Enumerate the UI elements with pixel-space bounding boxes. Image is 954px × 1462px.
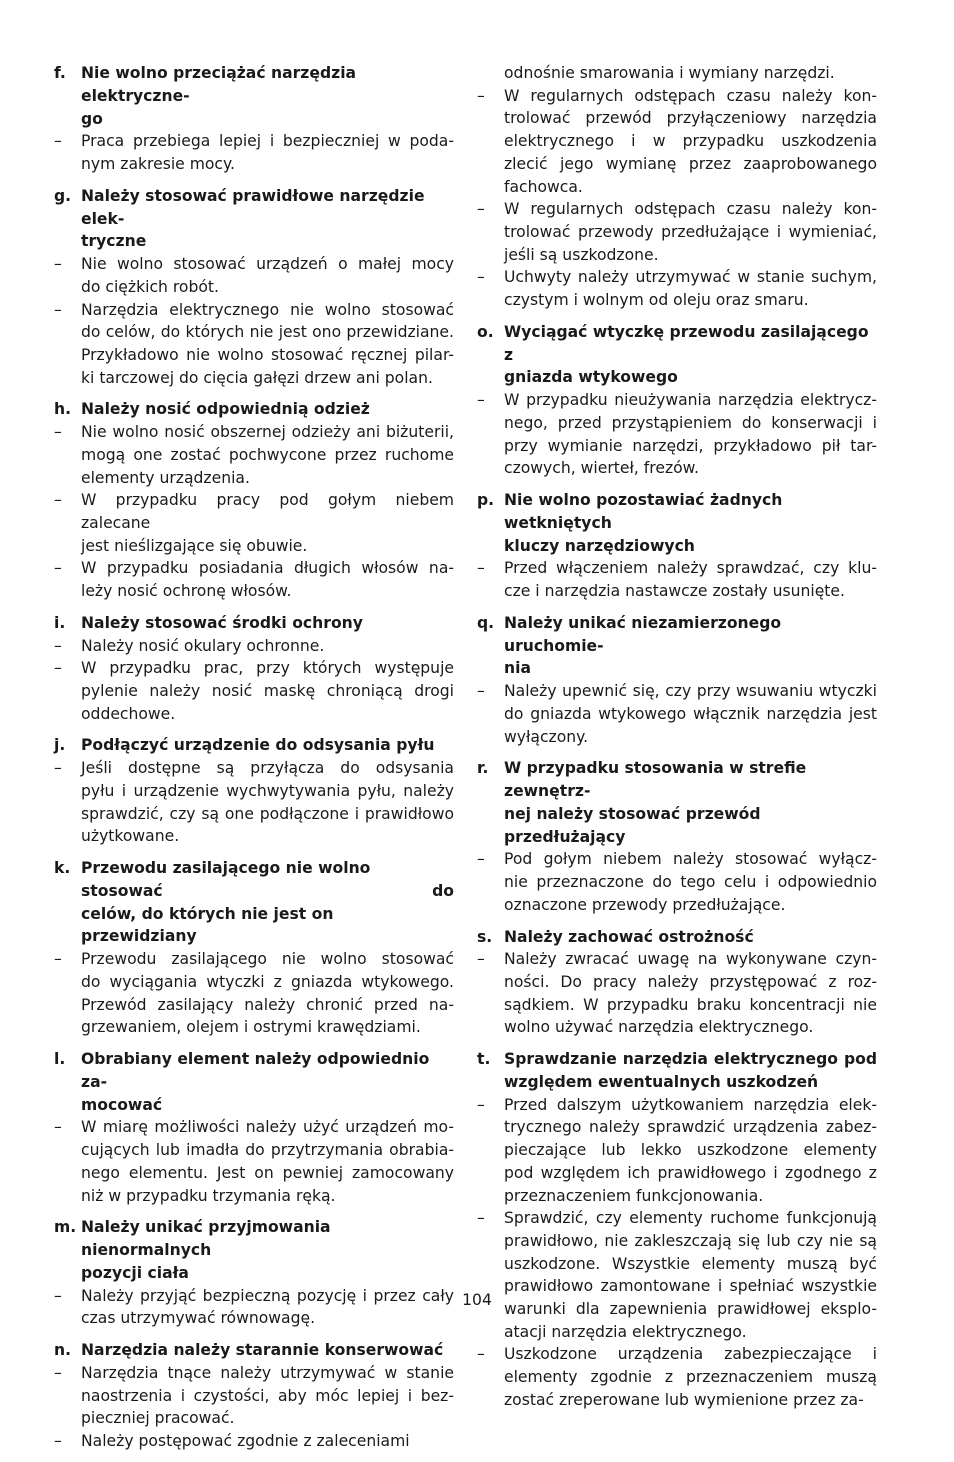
section-title: W przypadku stosowania w strefie zewnętrz- nej należy stosować przewód przedłużający <box>504 759 807 846</box>
section-q <box>477 612 877 749</box>
list-item-text: Jeśli dostępne są przyłącza do odsysania pyłu i urządzenie wychwytywania pyłu, należy sprawdzić, czy są one podłączone i prawidłowo użytkowane. <box>81 759 454 846</box>
section-title: Wyciągać wtyczkę przewodu zasilającego z gniazda wtykowego <box>504 322 869 387</box>
section-heading <box>54 185 454 253</box>
dash-marker: – <box>54 659 62 678</box>
list-item-text: Nie wolno nosić obszernej odzieży ani biżuterii, mogą one zostać pochwycone przez ruchome elementy urządzenia. <box>81 423 454 487</box>
section-m <box>54 1216 454 1330</box>
section-t <box>477 1048 877 1411</box>
section-letter: l. <box>54 1050 66 1069</box>
dash-marker: – <box>54 491 62 510</box>
section-h <box>54 398 454 602</box>
list-item <box>54 757 454 848</box>
section-letter: h. <box>54 400 72 419</box>
dash-marker: – <box>54 559 62 578</box>
section-r <box>477 757 877 916</box>
section-n <box>54 1339 454 1453</box>
list-item-text: W przypadku pracy pod gołym niebem zalecane jest nieślizgające się obuwie. <box>81 491 454 555</box>
dash-marker: – <box>477 850 485 869</box>
section-letter: q. <box>477 613 495 632</box>
section-j <box>54 734 454 848</box>
section-title: Narzędzia należy starannie konserwować <box>81 1341 444 1360</box>
list-item-text: Należy zwracać uwagę na wykonywane czyn- ności. Do pracy należy przystępować z roz- sądkiem. W przypadku braku koncentracji nie wolno używać narzędzia elektrycznego. <box>504 950 877 1037</box>
continuation-text: odnośnie smarowania i wymiany narzędzi. <box>504 64 835 82</box>
section-letter: o. <box>477 322 494 341</box>
section-heading <box>54 857 454 948</box>
section-letter: m. <box>54 1218 77 1237</box>
list-item <box>477 557 877 602</box>
section-title: Należy nosić odpowiednią odzież <box>81 400 370 419</box>
list-item-text: Należy upewnić się, czy przy wsuwaniu wtyczki do gniazda wtykowego włącznik narzędzia jest wyłączony. <box>504 682 877 746</box>
list-item <box>54 1116 454 1207</box>
list-item <box>54 253 454 298</box>
dash-marker: – <box>54 423 62 442</box>
dash-marker: – <box>54 1118 62 1137</box>
section-i <box>54 612 454 726</box>
dash-marker: – <box>54 1431 62 1450</box>
section-f <box>54 62 454 176</box>
list-item <box>54 948 454 1039</box>
list-item <box>54 421 454 489</box>
list-item-text: Przewodu zasilającego nie wolno stosować do wyciągania wtyczki z gniazda wtykowego. Przewód zasilający należy chronić przed na- grzewaniem, olejem i ostrymi krawędziami. <box>81 950 454 1037</box>
section-letter: g. <box>54 186 72 205</box>
dash-marker: – <box>477 200 485 219</box>
list-item-text: Pod gołym niebem należy stosować wyłącz- nie przeznaczone do tego celu i odpowiednio oznaczone przewody przedłużające. <box>504 850 877 914</box>
section-letter: j. <box>54 736 66 755</box>
section-heading <box>477 757 877 848</box>
list-item <box>477 1094 877 1208</box>
list-item <box>477 85 877 199</box>
right-column <box>477 62 877 1421</box>
list-item <box>477 848 877 916</box>
section-letter: s. <box>477 927 493 946</box>
dash-marker: – <box>477 950 485 969</box>
dash-marker: – <box>477 86 485 105</box>
list-item-text: Uchwyty należy utrzymywać w stanie suchym, czystym i wolnym od oleju oraz smaru. <box>504 268 877 310</box>
dash-marker: – <box>54 1363 62 1382</box>
section-g <box>54 185 454 390</box>
section-heading <box>54 1216 454 1284</box>
dash-marker: – <box>477 559 485 578</box>
page-number: 104 <box>462 1291 492 1309</box>
section-heading <box>54 1339 454 1362</box>
list-item-text: W przypadku posiadania długich włosów na- leży nosić ochronę włosów. <box>81 559 454 601</box>
section-title: Należy unikać przyjmowania nienormalnych pozycji ciała <box>81 1218 331 1282</box>
section-heading <box>477 321 877 389</box>
section-heading <box>477 489 877 557</box>
list-item <box>54 557 454 602</box>
dash-marker: – <box>54 759 62 778</box>
dash-marker: – <box>54 636 62 655</box>
section-o <box>477 321 877 480</box>
list-item <box>477 1343 877 1411</box>
list-item-text: Należy przyjąć bezpieczną pozycję i przez cały czas utrzymywać równowagę. <box>81 1286 454 1328</box>
section-letter: p. <box>477 490 495 509</box>
section-heading <box>54 62 454 130</box>
list-item <box>477 948 877 1039</box>
list-item <box>477 198 877 266</box>
list-item-text: Praca przebiega lepiej i bezpieczniej w poda- nym zakresie mocy. <box>81 132 454 174</box>
section-heading <box>54 398 454 421</box>
list-item <box>477 266 877 311</box>
dash-marker: – <box>477 1345 485 1364</box>
section-heading <box>54 612 454 635</box>
list-item-text: W miarę możliwości należy użyć urządzeń mo- cujących lub imadła do przytrzymania obrabia- nego elementu. Jest on pewniej zamocowany niż w przypadku trzymania ręką. <box>81 1118 454 1205</box>
section-heading <box>477 1048 877 1094</box>
list-item-text: Należy postępować zgodnie z zaleceniami <box>81 1431 410 1450</box>
section-p <box>477 489 877 603</box>
list-item-text: Narzędzia elektrycznego nie wolno stosować do celów, do których nie jest ono przewidziane. Przykładowo nie wolno stosować ręcznej pilar- ki tarczowej do cięcia gałęzi drzew ani polan. <box>81 300 454 387</box>
section-title: Nie wolno przeciążać narzędzia elektryczne- go <box>81 64 357 128</box>
list-item <box>54 1362 454 1430</box>
continuation-bullets <box>477 85 877 312</box>
section-k <box>54 857 454 1039</box>
dash-marker: – <box>54 132 62 151</box>
section-title: Należy stosować środki ochrony <box>81 613 363 632</box>
section-letter: r. <box>477 759 489 778</box>
section-title: Przewodu zasilającego nie wolno stosować do celów, do których nie jest on przewidziany <box>81 859 454 946</box>
section-title: Nie wolno pozostawiać żadnych wetkniętych kluczy narzędziowych <box>504 490 783 555</box>
section-letter: i. <box>54 613 66 632</box>
list-item <box>54 130 454 175</box>
dash-marker: – <box>54 1286 62 1305</box>
section-title: Obrabiany element należy odpowiednio za- mocować <box>81 1050 430 1114</box>
list-item-text: Przed włączeniem należy sprawdzać, czy klu- cze i narzędzia nastawcze zostały usunięte. <box>504 559 877 601</box>
list-item <box>477 680 877 748</box>
section-l <box>54 1048 454 1207</box>
list-item-text: Przed dalszym użytkowaniem narzędzia elek- trycznego należy sprawdzić urządzenia zabez- pieczające lub lekko uszkodzone elementy pod względem ich prawidłowego i zgodnego z przeznaczeniem funkcjonowania. <box>504 1095 877 1205</box>
section-heading <box>477 612 877 680</box>
list-item-text: W przypadku nieużywania narzędzia elektrycz- nego, przed przystąpieniem do konserwacji i przy wymianie narzędzi, przykładowo pił tar- czowych, wierteł, frezów. <box>504 391 877 478</box>
list-item-text: Narzędzia tnące należy utrzymywać w stanie naostrzenia i czystości, aby móc lepiej i bez- pieczniej pracować. <box>81 1363 454 1428</box>
section-heading <box>54 1048 454 1116</box>
section-heading <box>477 926 877 949</box>
section-title: Należy unikać niezamierzonego uruchomie- nia <box>504 613 782 678</box>
section-title: Należy stosować prawidłowe narzędzie elek- tryczne <box>81 186 425 251</box>
left-column <box>54 62 454 1462</box>
dash-marker: – <box>477 391 485 410</box>
list-item <box>54 489 454 557</box>
list-item <box>54 635 454 658</box>
dash-marker: – <box>477 1209 485 1228</box>
list-item-text: W przypadku prac, przy których występuje pylenie należy nosić maskę chroniącą drogi oddechowe. <box>81 659 454 723</box>
list-item <box>54 1430 454 1453</box>
list-item <box>54 299 454 390</box>
dash-marker: – <box>54 950 62 969</box>
section-heading <box>54 734 454 757</box>
list-item-text: Uszkodzone urządzenia zabezpieczające i elementy zgodnie z przeznaczeniem muszą zostać zreperowane lub wymienione przez za- <box>504 1345 877 1409</box>
dash-marker: – <box>477 682 485 701</box>
section-letter: k. <box>54 859 71 878</box>
list-item-text: Należy nosić okulary ochronne. <box>81 636 325 655</box>
list-item-text: W regularnych odstępach czasu należy kon- trolować przewód przyłączeniowy narzędzia elektrycznego i w przypadku uszkodzenia zlecić jego wymianę przez zaaprobowanego fachowca. <box>504 86 877 196</box>
section-title: Podłączyć urządzenie do odsysania pyłu <box>81 736 435 755</box>
list-item-text: Sprawdzić, czy elementy ruchome funkcjonują prawidłowo, nie zakleszczają się lub czy nie są uszkodzone. Wszystkie elementy muszą być prawidłowo zamontowane i spełniać wszystkie warunki dla zapewnienia prawidłowej eksplo- atacji narzędzia elektrycznego. <box>504 1209 877 1341</box>
list-item-text: W regularnych odstępach czasu należy kon- trolować przewody przedłużające i wymieniać, jeśli są uszkodzone. <box>504 200 877 264</box>
dash-marker: – <box>54 255 62 274</box>
section-letter: n. <box>54 1341 72 1360</box>
section-letter: f. <box>54 64 66 82</box>
section-title: Należy zachować ostrożność <box>504 927 754 946</box>
dash-marker: – <box>477 1095 485 1114</box>
dash-marker: – <box>477 268 485 287</box>
section-s <box>477 926 877 1040</box>
list-item-text: Nie wolno stosować urządzeń o małej mocy do ciężkich robót. <box>81 255 454 296</box>
list-item <box>477 389 877 480</box>
list-item <box>54 657 454 725</box>
section-letter: t. <box>477 1050 491 1069</box>
section-title: Sprawdzanie narzędzia elektrycznego pod względem ewentualnych uszkodzeń <box>504 1050 877 1091</box>
dash-marker: – <box>54 300 62 319</box>
list-item <box>477 1207 877 1343</box>
